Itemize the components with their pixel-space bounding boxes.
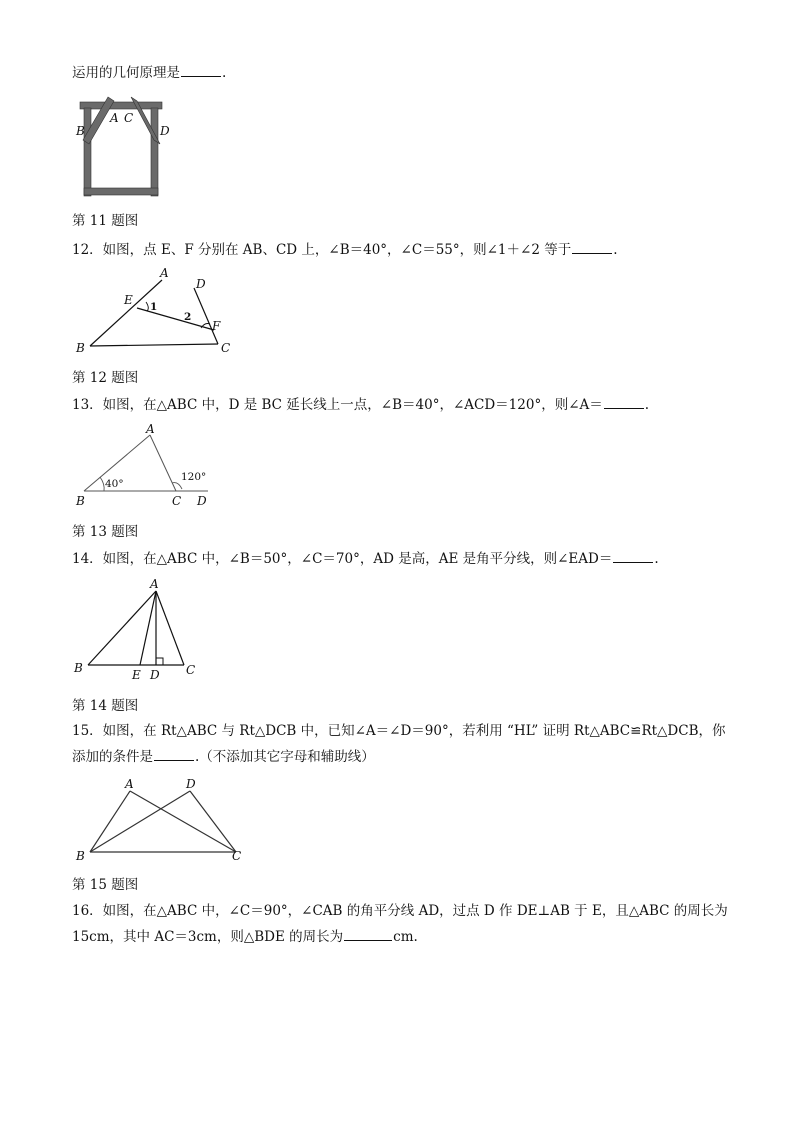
q12-figure (70, 268, 250, 358)
q13-caption: 第 13 题图 (72, 524, 139, 540)
q11-label-b: B (76, 124, 85, 138)
q11-caption: 第 11 题图 (72, 213, 139, 229)
q13-label-b: B (76, 494, 85, 508)
q14-text: 14．如图，在△ABC 中，∠B＝50°，∠C＝70°，AD 是高，AE 是角平分线，则∠EAD＝ . (72, 551, 659, 567)
q12-answer-blank[interactable] (572, 240, 612, 254)
q16-text-line1: 16．如图，在△ABC 中，∠C＝90°，∠CAB 的角平分线 AD，过点 D 作 DE⊥AB 于 E，且△ABC 的周长为 (72, 903, 728, 919)
q14-label-d: D (150, 668, 160, 682)
q13-figure (70, 423, 220, 509)
q16-answer-blank[interactable] (344, 927, 392, 941)
q12-label-e: E (124, 293, 133, 307)
q15-figure (70, 776, 250, 866)
q11-answer-blank[interactable] (181, 63, 221, 77)
q15-text-line2: 添加的条件是 .（不添加其它字母和辅助线） (72, 749, 375, 765)
q14-label-b: B (74, 661, 83, 675)
q12-caption: 第 12 题图 (72, 370, 139, 386)
q12-label-f: F (212, 319, 221, 333)
q14-caption: 第 14 题图 (72, 698, 139, 714)
q13-answer-blank[interactable] (604, 395, 644, 409)
q12-label-c: C (221, 341, 231, 355)
q16-text-line2: 15cm，其中 AC＝3cm，则△BDE 的周长为 cm. (72, 929, 418, 945)
q15-text-line1: 15．如图，在 Rt△ABC 与 Rt△DCB 中，已知∠A＝∠D＝90°，若利用 “HL” 证明 Rt△ABC≌Rt△DCB，你 (72, 723, 726, 739)
q15-answer-blank[interactable] (154, 747, 194, 761)
q13-angle-acd: 120° (181, 471, 207, 483)
q11-label-a: A (110, 111, 119, 125)
q11-label-d: D (160, 124, 170, 138)
q13-label-a: A (146, 422, 155, 436)
q15-label-b: B (76, 849, 85, 863)
q13-label-d: D (197, 494, 207, 508)
q14-label-e: E (132, 668, 141, 682)
q14-label-c: C (186, 663, 196, 677)
q12-label-angle-1: 1 (150, 301, 158, 313)
q15-label-c: C (232, 849, 242, 863)
q11-label-c: C (124, 111, 134, 125)
q14-answer-blank[interactable] (613, 549, 653, 563)
q11-text: 运用的几何原理是 . (72, 65, 227, 81)
q13-angle-b: 40° (105, 478, 124, 490)
q12-label-angle-2: 2 (184, 311, 192, 323)
q12-text: 12．如图，点 E、F 分别在 AB、CD 上，∠B＝40°，∠C＝55°，则∠1＋∠2 等于 . (72, 242, 618, 258)
q15-caption: 第 15 题图 (72, 877, 139, 893)
q13-text: 13．如图，在△ABC 中，D 是 BC 延长线上一点，∠B＝40°，∠ACD＝120°，则∠A＝ . (72, 397, 650, 413)
q15-label-d: D (186, 777, 196, 791)
q15-label-a: A (125, 777, 134, 791)
q13-label-c: C (172, 494, 182, 508)
q14-label-a: A (150, 577, 159, 591)
q14-figure (70, 577, 210, 685)
q12-label-d: D (196, 277, 206, 291)
q12-label-b: B (76, 341, 85, 355)
q11-figure (70, 94, 180, 200)
q12-label-a: A (160, 266, 169, 280)
